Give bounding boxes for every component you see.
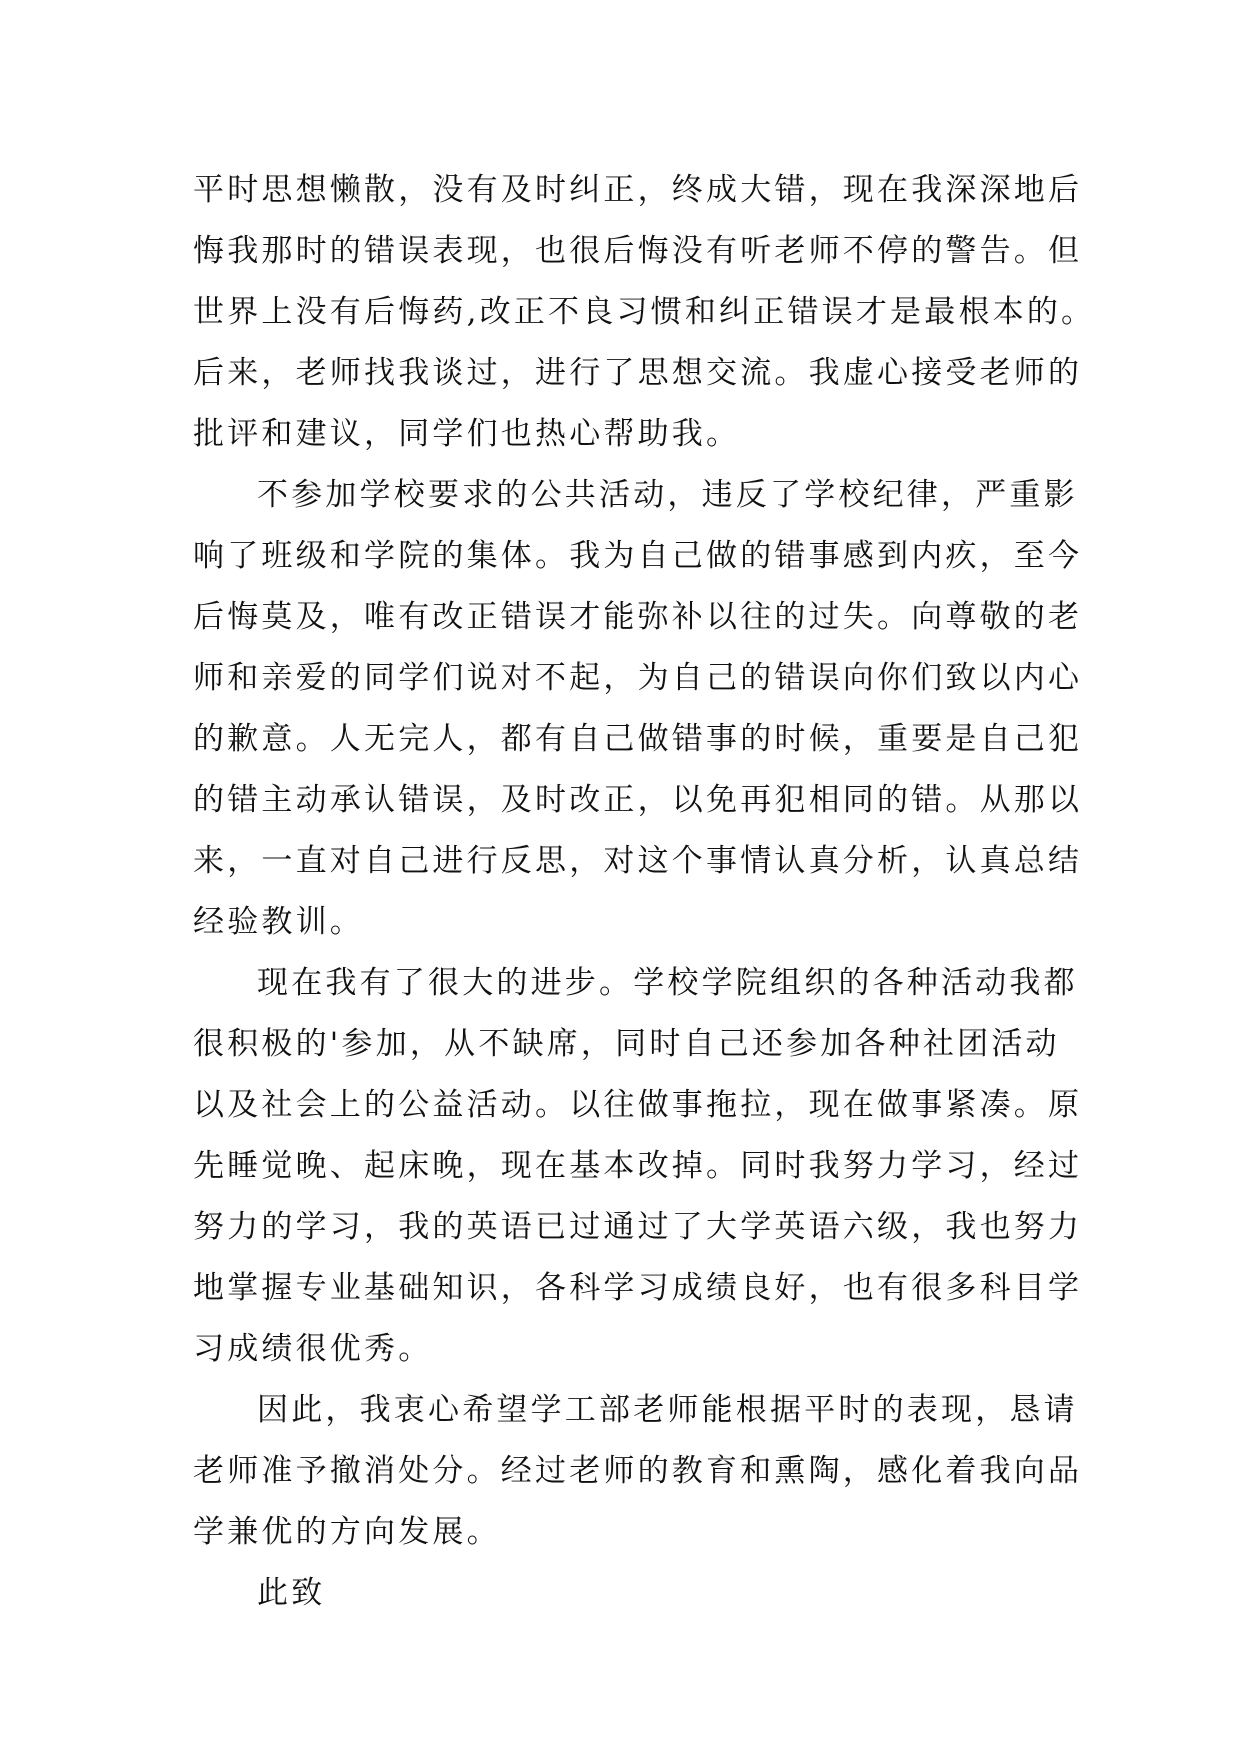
letter-body bbox=[193, 160, 1096, 1624]
text-line-19: 地掌握专业基础知识，各科学习成绩良好，也有很多科目学 bbox=[193, 1270, 1083, 1306]
text-line-22: 老师准予撤消处分。经过老师的教育和熏陶，感化着我向品 bbox=[193, 1453, 1083, 1489]
text-line-23: 学兼优的方向发展。 bbox=[193, 1514, 501, 1550]
closing-salutation: 此致 bbox=[257, 1575, 326, 1611]
text-line-16: 以及社会上的公益活动。以往做事拖拉，现在做事紧凑。原 bbox=[193, 1087, 1083, 1123]
text-line-18: 努力的学习，我的英语已过通过了大学英语六级，我也努力 bbox=[193, 1209, 1083, 1245]
text-line-17: 先睡觉晚、起床晚，现在基本改掉。同时我努力学习，经过 bbox=[193, 1148, 1083, 1184]
text-line-2: 悔我那时的错误表现，也很后悔没有听老师不停的警告。但 bbox=[193, 233, 1083, 269]
text-line-13: 经验教训。 bbox=[193, 904, 364, 940]
paragraph-start-line: 现在我有了很大的进步。学校学院组织的各种活动我都 bbox=[257, 965, 1078, 1001]
text-line-3: 世界上没有后悔药,改正不良习惯和纠正错误才是最根本的。 bbox=[193, 294, 1096, 330]
text-line-9: 师和亲爱的同学们说对不起，为自己的错误向你们致以内心 bbox=[193, 660, 1083, 696]
text-line-11: 的错主动承认错误，及时改正，以免再犯相同的错。从那以 bbox=[193, 782, 1083, 818]
text-line-5: 批评和建议，同学们也热心帮助我。 bbox=[193, 416, 741, 452]
text-line-15: 很积极的'参加，从不缺席，同时自己还参加各种社团活动 bbox=[193, 1026, 1060, 1062]
text-line-12: 来，一直对自己进行反思，对这个事情认真分析，认真总结 bbox=[193, 843, 1083, 879]
paragraph-start-line: 不参加学校要求的公共活动，违反了学校纪律，严重影 bbox=[257, 477, 1078, 513]
text-line-4: 后来，老师找我谈过，进行了思想交流。我虚心接受老师的 bbox=[193, 355, 1083, 391]
text-line-7: 响了班级和学院的集体。我为自己做的错事感到内疚，至今 bbox=[193, 538, 1083, 574]
paragraph-start-line: 因此，我衷心希望学工部老师能根据平时的表现，恳请 bbox=[257, 1392, 1078, 1428]
text-line-1: 平时思想懒散，没有及时纠正，终成大错，现在我深深地后 bbox=[193, 172, 1083, 208]
text-line-20: 习成绩很优秀。 bbox=[193, 1331, 433, 1367]
text-line-8: 后悔莫及，唯有改正错误才能弥补以往的过失。向尊敬的老 bbox=[193, 599, 1083, 635]
text-line-10: 的歉意。人无完人，都有自己做错事的时候，重要是自己犯 bbox=[193, 721, 1083, 757]
